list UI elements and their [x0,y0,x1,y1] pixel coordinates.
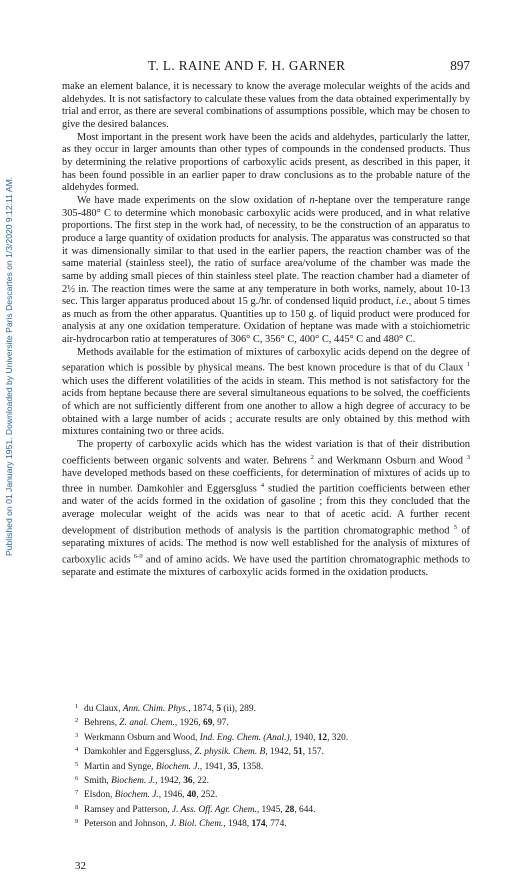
footnote-pages: , 774. [265,819,287,830]
footnote-author: Elsdon, [84,790,115,801]
footnote-year: , 1942, [265,747,294,758]
footnote-journal: J. Biol. Chem. [169,819,224,830]
footnote-journal: Biochem. J. [111,776,156,787]
paragraph-3 [62,195,470,347]
footnote-volume: 51 [293,747,303,758]
footnote-number: 3 [75,731,79,739]
footnote-author: Behrens, [84,718,120,729]
paragraph-4-text-b: which uses the different volatilities of the acids in steam. This method is not satisfactory for the acids from heptane because there are several simultaneous equations to be solved, the coefficients of which are not sufficiently different from one another to allow a high degree of accuracy to be obtained with a large number of acids ; accurate results are only obtained by this method with mixtures containing two or three acids. [62,375,470,438]
footnote [75,730,470,744]
footnote-journal: Ann. Chim. Phys. [122,704,189,714]
footnote-volume: 12 [317,732,328,743]
footnote-author: du Claux, [84,704,123,714]
footnote-number: 9 [75,818,79,826]
paragraph-1 [62,81,470,132]
article-body [62,81,470,579]
paragraph-3-text-c: , about 5 times as much as from the other apparatus. Quantities up to 150 g. of liquid product were produced for analysis at any one oxidation temperature. Oxidation of heptane was made with a stoichiometric air-hydrocarbon ratio at temperatures of 306° C, 356° C, 400° C, 445° C and 480° C. [62,296,471,346]
footnote-number: 7 [75,789,79,797]
footnote [75,744,470,758]
footnote-author: Martin and Synge, [84,761,156,772]
footnote [75,773,470,787]
footnote-pages: , 157. [302,747,324,758]
reference-marker-4: 4 [260,482,265,490]
footnote-year: , 1942, [155,776,184,787]
paragraph-5-text-a: The property of carboxylic acids which has the widest variation is that of their distribution coefficients between organic solvents and water. Behrens [62,438,470,466]
footnote-journal: Ind. Eng. Chem. (Anal.) [199,732,290,743]
paragraph-5-text-e: of separating mixtures of acids. The method is now well established for the analysis of mixtures of carboxylic acids [62,525,470,565]
footnotes [75,701,470,831]
footnote-journal: Biochem. J. [114,790,159,801]
running-title: T. L. RAINE AND F. H. GARNER [148,58,346,73]
footnote-year: , 1948, [223,819,252,830]
footnote-volume: 5 [216,704,221,714]
reference-marker-5: 5 [453,523,457,531]
paragraph-3-text-a: We have made experiments on the slow oxidation of [77,194,310,206]
footnote-author: Werkmann Osburn and Wood, [84,732,200,743]
footnote-number: 5 [75,760,79,768]
footnote-journal: J. Ass. Off. Agr. Chem. [172,804,257,815]
footnote-year: , 1945, [256,804,285,815]
footnote [75,715,470,729]
footnote-journal: Z. anal. Chem. [119,718,175,729]
footnote-year: , 1874, [188,704,217,714]
footnote-number: 1 [75,703,79,710]
footnote [75,816,470,830]
paragraph-5-text-d: studied the partition coefficients between ether and water of the acids formed in the oxidation of gasoline ; from this they concluded that the average molecular weight of the acids was near to that of acetic acid. A further recent development of distribution methods of analysis is the partition chromatographic method [62,483,470,537]
footnote-year: , 1941, [199,761,228,772]
footnote-author: Smith, [84,776,112,787]
footnote-author: Ramsey and Patterson, [84,804,173,815]
download-watermark-sidebar [0,0,22,887]
footnote-pages: , 644. [294,804,316,815]
n-prefix-italic: n [309,194,315,206]
footnote-year: , 1946, [158,790,187,801]
footnote-volume: 40 [186,790,197,801]
paragraph-5-text-f: and of amino acids. We have used the partition chromatographic methods to separate and estimate the mixtures of carboxylic acids formed in the oxidation products. [62,553,470,578]
footnote [75,701,470,715]
footnote-number: 4 [75,746,79,754]
footnote-volume: 36 [183,776,193,787]
footnote-volume: 35 [228,761,238,772]
paragraph-5-text-c: have developed methods based on these coefficients, for determination of mixtures of acids up to three in number. Damkohler and Eggersgluss [62,467,470,495]
paragraph-4-text-a: Methods available for the estimation of mixtures of carboxylic acids depend on the degree of separation which is possible by physical means. The best known procedure is that of du Claux [62,346,470,374]
footnote-author: Peterson and Johnson, [84,819,170,830]
paragraph-2 [62,132,470,195]
footnote-pages: (ii), 289. [221,704,256,714]
reference-marker-1: 1 [466,361,470,369]
paragraph-2-text: Most important in the present work have been the acids and aldehydes, particularly the latter, as they occur in larger amounts than other types of compounds in the condensed products. Thus by determining the relative proportions of carboxylic acids present, as described in this paper, it has been found possible in an earlier paper to draw conclusions as to the probable nature of the aldehydes formed. [62,131,470,194]
paragraph-5 [62,439,470,579]
footnote-journal: Biochem. J. [155,761,200,772]
paragraph-4 [62,347,470,439]
footnote-pages: , 97. [212,718,229,729]
folio-number: 32 [75,860,86,872]
footnote-pages: , 320. [327,732,349,743]
footnote-number: 2 [75,717,79,725]
running-head [62,58,470,80]
footnote-pages: , 22. [192,776,209,787]
ie-italic: i.e. [396,296,409,308]
footnote [75,759,470,773]
footnote [75,802,470,816]
footnote-number: 6 [75,775,79,783]
paragraph-1-text: make an element balance, it is necessary to know the average molecular weights of the acids and aldehydes. It is not satisfactory to calculate these values from the data obtained experimentally by trial and error, as there are several combinations of assumptions possible, which may be chosen to give the desired balances. [62,81,470,130]
footnote-author: Damkohler and Eggersgluss, [84,747,195,758]
footnote-volume: 28 [284,804,295,815]
footnote-pages: , 1358. [237,761,264,772]
reference-marker-6-9: 6-9 [133,552,143,560]
reference-marker-3: 3 [466,453,470,461]
download-watermark-text: Published on 01 January 1951. Downloaded by Universite Paris Descartes on 1/3/2020 9:12:11 AM. [4,176,14,556]
footnote [75,787,470,801]
page-number: 897 [450,58,470,73]
footnote-pages: , 252. [196,790,218,801]
footnote-volume: 174 [251,819,266,830]
footnote-year: , 1926, [174,718,204,729]
footnote-year: , 1940, [289,732,318,743]
paragraph-5-text-b: and Werkmann Osburn and Wood [313,454,467,466]
footnote-volume: 69 [203,718,213,729]
footnote-number: 8 [75,803,79,811]
paragraph-3-text-b: -heptane over the temperature range 305-480° C to determine which monobasic carboxylic acids were produced, and in what relative proportions. The first step in the work had, of necessity, to be the construction of an apparatus to produce a large quantity of oxidation products for analysis. The apparatus was constructed so that it was dimensionally similar to that used in the earlier papers, the reaction chamber was of the same material (stainless steel), the ratio of surface area/volume of the chamber was made the same by adding small pieces of thin stainless steel plate. The reaction chamber had a diameter of 2½ in. The reaction times were the same at any temperature in both works, namely, about 10-13 sec. This larger apparatus produced about 15 g./hr. of condensed liquid product, [62,194,470,308]
footnote-journal: Z. physik. Chem. B [194,747,266,758]
reference-marker-2: 2 [310,453,314,461]
